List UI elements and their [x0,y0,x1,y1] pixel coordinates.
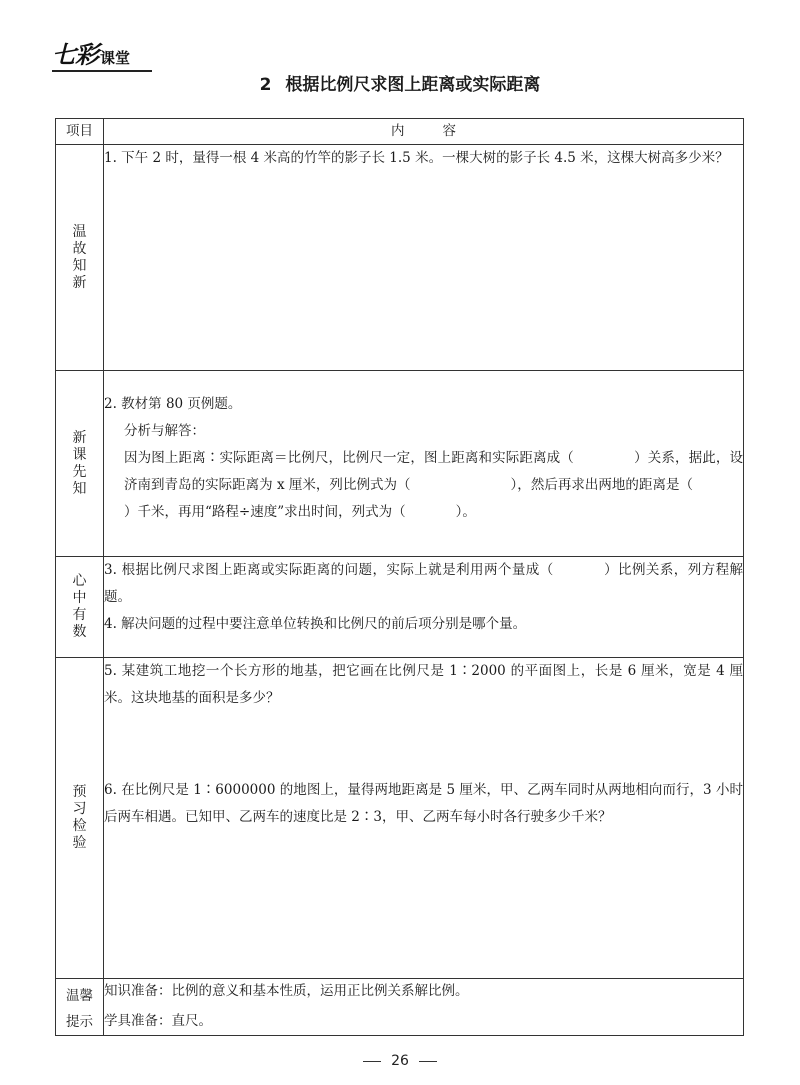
section-new-lesson [56,371,744,557]
header-content-char-1: 内 [391,123,405,139]
header-content-char-2: 容 [442,123,456,139]
question-2: 2. 教材第 80 页例题。 [104,396,242,412]
section-preview [56,658,744,979]
brand-subtitle: 课堂 [100,49,131,67]
question-6: 6. 在比例尺是 1∶6000000 的地图上，量得两地距离是 5 厘米，甲、乙两车同时从两地相向而行，3 小时后两车相遇。已知甲、乙两车的速度比是 2∶3，甲、乙两车每小时各行驶多少千米？ [104,782,743,825]
question-3: 3. 根据比例尺求图上距离或实际距离的问题，实际上就是利用两个量成（ ）比例关系，列方程解题。 [104,562,744,605]
title-number: 2 [259,75,272,95]
section-content-preview [104,658,744,979]
tip-knowledge: 知识准备：比例的意义和基本性质，运用正比例关系解比例。 [104,983,469,999]
section-label-new-lesson: 新课先知 [56,371,104,557]
question-4: 4. 解决问题的过程中要注意单位转换和比例尺的前后项分别是哪个量。 [104,616,527,632]
section-content-key-points [104,557,744,658]
section-review [56,145,744,371]
page-title [0,70,800,95]
section-content-review [104,145,744,371]
section-label-tips: 温馨 提示 [56,979,104,1036]
analysis-heading: 分析与解答： [124,423,205,439]
brand-logo [52,40,130,70]
question-5: 5. 某建筑工地挖一个长方形的地基，把它画在比例尺是 1∶2000 的平面图上，长是 6 厘米，宽是 4 厘米。这块地基的面积是多少？ [104,663,743,706]
header-item: 项目 [56,119,104,145]
section-content-new-lesson [104,371,744,557]
header-content [104,119,744,145]
page-number: 26 [0,1053,800,1069]
brand-name: 七彩 [52,40,98,69]
section-tips [56,979,744,1036]
question-1: 1. 下午 2 时，量得一根 4 米高的竹竿的影子长 1.5 米。一棵大树的影子长 4.5 米，这棵大树高多少米？ [104,150,729,166]
analysis-body: 因为图上距离∶实际距离＝比例尺，比例尺一定，图上距离和实际距离成（ ）关系，据此，设济南到青岛的实际距离为 x 厘米，列比例式为（ ），然后再求出两地的距离是（）千米，再用“路程÷速度”求出时间，列式为（ ）。 [124,450,744,520]
section-label-review: 温故知新 [56,145,104,371]
section-label-preview: 预习检验 [56,658,104,979]
section-content-tips [104,979,744,1036]
section-label-key-points: 心中有数 [56,557,104,658]
section-key-points [56,557,744,658]
worksheet-table [55,118,744,1036]
title-text: 根据比例尺求图上距离或实际距离 [285,75,541,95]
tip-tools: 学具准备：直尺。 [104,1013,212,1029]
table-header-row [56,119,744,145]
